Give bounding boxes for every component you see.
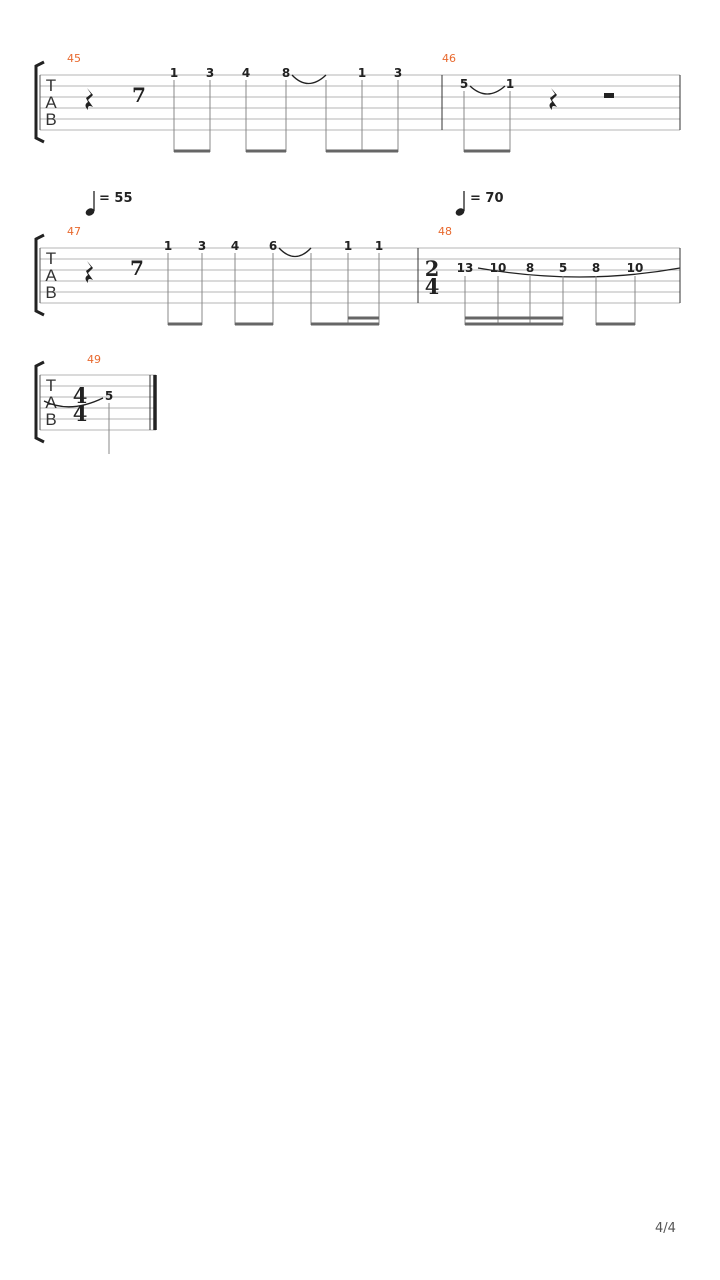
staff-lines [40, 375, 156, 430]
fret-number: 6 [268, 239, 278, 253]
tie [292, 75, 326, 84]
tab-label-t: T [45, 249, 57, 268]
tempo-marking [454, 191, 503, 217]
tie [478, 268, 680, 277]
tempo-text: = 55 [99, 191, 133, 206]
time-signature-bottom: 4 [424, 274, 440, 299]
tie [279, 248, 311, 257]
fret-number: 5 [104, 389, 114, 403]
fret-number: 3 [393, 66, 403, 80]
fret-number: 4 [230, 239, 240, 253]
half-rest-icon [604, 93, 614, 98]
fret-number: 1 [163, 239, 173, 253]
fret-number: 3 [197, 239, 207, 253]
tempo-marking [84, 191, 132, 217]
fret-number: 10 [489, 261, 507, 275]
fret-number: 1 [357, 66, 367, 80]
measure-number: 49 [87, 353, 101, 366]
time-signature-top: 4 [72, 383, 88, 408]
fret-number: 10 [626, 261, 644, 275]
fret-number: 4 [241, 66, 251, 80]
system-2 [36, 191, 680, 325]
tab-label-b: B [45, 410, 57, 429]
tab-label-t: T [45, 376, 57, 395]
tie [470, 86, 505, 94]
tab-label-a: A [45, 266, 57, 285]
measure-number: 45 [67, 52, 81, 65]
fret-number: 8 [281, 66, 291, 80]
time-signature-bottom: 4 [72, 401, 88, 426]
fret-number: 1 [505, 77, 515, 91]
fret-number: 5 [558, 261, 568, 275]
fret-numbers [170, 66, 402, 80]
system-3 [36, 353, 156, 454]
quarter-rest-icon [86, 261, 94, 283]
fret-number: 5 [459, 77, 469, 91]
tab-label-b: B [45, 110, 57, 129]
tab-label-a: A [45, 93, 57, 112]
fret-number: 3 [205, 66, 215, 80]
time-signature-top: 2 [424, 256, 440, 281]
tab-label-t: T [45, 76, 57, 95]
fret-number: 8 [525, 261, 535, 275]
tab-label-b: B [45, 283, 57, 302]
fret-number: 1 [343, 239, 353, 253]
fret-number: 13 [456, 261, 474, 275]
fret-number: 1 [169, 66, 179, 80]
tab-label-a: A [45, 393, 57, 412]
page-number: 4/4 [655, 1221, 676, 1236]
quarter-rest-icon [86, 88, 94, 110]
eighth-rest-icon: 7 [130, 256, 144, 280]
quarter-rest-icon [550, 88, 558, 110]
fret-number: 1 [374, 239, 384, 253]
measure-number: 48 [438, 225, 452, 238]
measure-number: 46 [442, 52, 456, 65]
fret-number: 8 [591, 261, 601, 275]
stems [174, 80, 398, 152]
tempo-text: = 70 [470, 191, 504, 206]
system-1 [36, 52, 680, 152]
measure-number: 47 [67, 225, 81, 238]
eighth-rest-icon: 7 [132, 83, 146, 107]
